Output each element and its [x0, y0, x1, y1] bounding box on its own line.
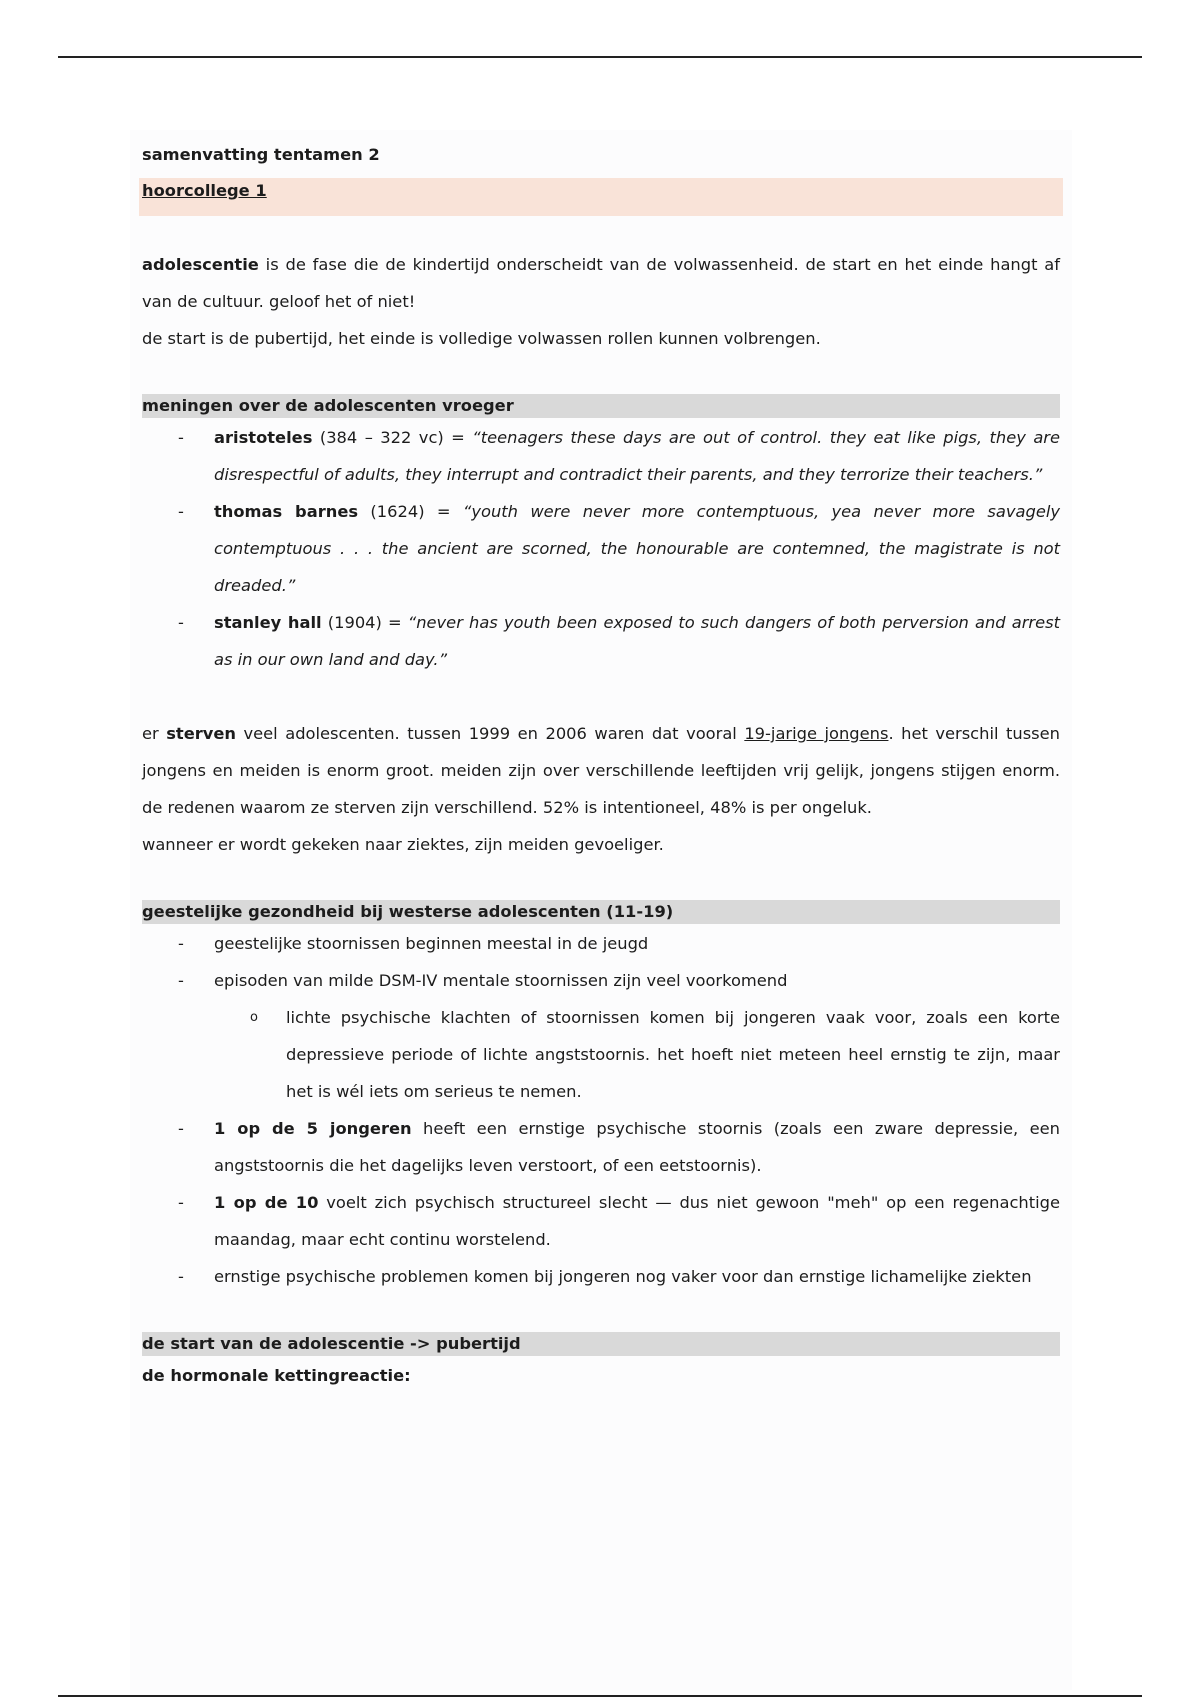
- footer-rule: [58, 1695, 1142, 1697]
- subheading-hormonal: de hormonale kettingreactie:: [142, 1366, 411, 1385]
- deaths-bold: sterven: [166, 724, 237, 743]
- sub-list-item-text: lichte psychische klachten of stoornissen komen bij jongeren vaak voor, zoals een korte depressieve periode of lichte angststoornis. het hoeft niet meteen heel ernstig te zijn, maar het is wél iets om serieus te nemen.: [286, 1008, 1060, 1101]
- sub-list: [214, 999, 1060, 1110]
- quote-text: “youth were never more contemptuous, yea never more savagely contemptuous . . . the ancient are scorned, the honourable are contemned, the magistrate is not dreaded.”: [214, 502, 1060, 595]
- deaths-underlined: 19-jarige jongens: [744, 724, 889, 743]
- quote-meta: (384 – 322 vc) =: [312, 428, 473, 447]
- section-heading-opinions: meningen over de adolescenten vroeger: [142, 394, 1060, 418]
- intro-text: is de fase die de kindertijd onderscheidt van de volwassenheid. de start en het einde hangt af van de cultuur. geloof het of niet!: [142, 255, 1060, 311]
- list-item: [142, 604, 1060, 678]
- mental-health-list: [142, 925, 1060, 1295]
- section-heading-puberty: de start van de adolescentie -> pubertijd: [142, 1332, 1060, 1356]
- section-heading-mental-health: geestelijke gezondheid bij westerse adolescenten (11-19): [142, 900, 1060, 924]
- quote-text: “teenagers these days are out of control. they eat like pigs, they are disrespectful of adults, they interrupt and contradict their parents, and they terrorize their teachers.”: [214, 428, 1061, 484]
- list-item-bold: 1 op de 10: [214, 1193, 319, 1212]
- dash-bullet: -: [178, 613, 184, 632]
- list-item-text: ernstige psychische problemen komen bij jongeren nog vaker voor dan ernstige lichamelijke ziekten: [214, 1267, 1032, 1286]
- deaths-paragraph: [142, 715, 1060, 826]
- quote-meta: (1904) =: [321, 613, 408, 632]
- lecture-heading-band: [139, 178, 1063, 216]
- quote-text: “never has youth been exposed to such dangers of both perversion and arrest as in our own land and day.”: [214, 613, 1060, 669]
- dash-bullet: -: [178, 502, 184, 521]
- quote-author: aristoteles: [214, 428, 313, 447]
- dash-bullet: -: [178, 971, 184, 990]
- dash-bullet: -: [178, 428, 184, 447]
- sub-list-item: [214, 999, 1060, 1110]
- list-item-text: geestelijke stoornissen beginnen meestal in de jeugd: [214, 934, 649, 953]
- circle-bullet: o: [250, 1010, 258, 1025]
- list-item: [142, 1110, 1060, 1184]
- intro-term: adolescentie: [142, 255, 259, 274]
- header-rule: [58, 56, 1142, 58]
- list-item: [142, 1258, 1060, 1295]
- quote-meta: (1624) =: [358, 502, 463, 521]
- deaths-paragraph-2: wanneer er wordt gekeken naar ziektes, zijn meiden gevoeliger.: [142, 835, 664, 854]
- deaths-text-pre: er: [142, 724, 167, 743]
- document-title: samenvatting tentamen 2: [142, 145, 380, 164]
- list-item: [142, 962, 1060, 1110]
- list-item: [142, 419, 1060, 493]
- list-item: [142, 925, 1060, 962]
- quote-author: stanley hall: [214, 613, 322, 632]
- intro-paragraph-2: de start is de pubertijd, het einde is volledige volwassen rollen kunnen volbrengen.: [142, 329, 821, 348]
- list-item-bold: 1 op de 5 jongeren: [214, 1119, 412, 1138]
- deaths-text-mid: veel adolescenten. tussen 1999 en 2006 waren dat vooral: [236, 724, 745, 743]
- list-item-text: heeft een ernstige psychische stoornis (zoals een zware depressie, een angststoornis die het dagelijks leven verstoort, of een eetstoornis).: [214, 1119, 1060, 1175]
- list-item: [142, 1184, 1060, 1258]
- dash-bullet: -: [178, 1193, 184, 1212]
- dash-bullet: -: [178, 1119, 184, 1138]
- dash-bullet: -: [178, 1267, 184, 1286]
- lecture-heading: hoorcollege 1: [142, 181, 267, 200]
- spacer: [142, 678, 1060, 715]
- list-item-text: episoden van milde DSM-IV mentale stoornissen zijn veel voorkomend: [214, 971, 788, 990]
- spacer: [142, 216, 1060, 246]
- intro-paragraph: [142, 246, 1060, 320]
- dash-bullet: -: [178, 934, 184, 953]
- deaths-text-post: . het verschil tussen jongens en meiden is enorm groot. meiden zijn over verschillende leeftijden vrij gelijk, jongens stijgen enorm. de redenen waarom ze sterven zijn verschillend. 52% is intentioneel, 48% is per ongeluk.: [142, 724, 1061, 817]
- document-page: [130, 130, 1072, 1690]
- list-item-text: voelt zich psychisch structureel slecht — dus niet gewoon "meh" op een regenachtige maandag, maar echt continu worstelend.: [214, 1193, 1060, 1249]
- document-content: [142, 142, 1060, 1394]
- opinions-list: [142, 419, 1060, 678]
- list-item: [142, 493, 1060, 604]
- quote-author: thomas barnes: [214, 502, 359, 521]
